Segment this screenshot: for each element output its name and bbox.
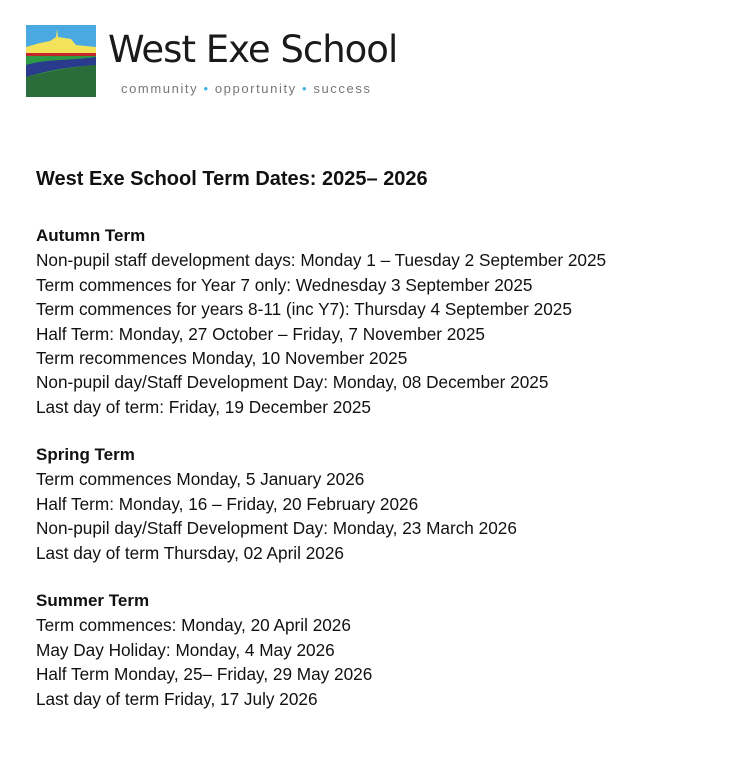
date-line: Last day of term Thursday, 02 April 2026 bbox=[36, 542, 344, 563]
tagline-word: success bbox=[313, 81, 372, 96]
date-line: Half Term: Monday, 27 October – Friday, 7 November 2025 bbox=[36, 323, 485, 344]
tagline-word: opportunity bbox=[214, 81, 297, 96]
school-logo bbox=[26, 25, 96, 97]
tagline-word: community bbox=[121, 81, 199, 96]
date-line: Non-pupil staff development days: Monday 1 – Tuesday 2 September 2025 bbox=[36, 250, 607, 271]
date-line: Term commences for years 8-11 (inc Y7): Thursday 4 September 2025 bbox=[36, 299, 572, 320]
date-line: May Day Holiday: Monday, 4 May 2026 bbox=[36, 639, 335, 660]
autumn-term-section bbox=[36, 224, 606, 419]
date-line: Half Term: Monday, 16 – Friday, 20 February 2026 bbox=[36, 493, 419, 514]
summer-term-section bbox=[36, 589, 372, 711]
date-line: Term commences for Year 7 only: Wednesday 3 September 2025 bbox=[36, 274, 533, 295]
section-heading: Summer Term bbox=[36, 591, 150, 610]
date-line: Non-pupil day/Staff Development Day: Monday, 08 December 2025 bbox=[36, 372, 549, 393]
section-heading: Spring Term bbox=[36, 445, 135, 464]
date-line: Term recommences Monday, 10 November 2025 bbox=[36, 348, 408, 369]
date-line: Term commences Monday, 5 January 2026 bbox=[36, 469, 365, 490]
date-line: Half Term Monday, 25– Friday, 29 May 2026 bbox=[36, 664, 373, 685]
section-heading: Autumn Term bbox=[36, 226, 146, 245]
page-title: West Exe School Term Dates: 2025– 2026 bbox=[36, 168, 428, 190]
date-line: Non-pupil day/Staff Development Day: Monday, 23 March 2026 bbox=[36, 518, 517, 539]
spring-term-section bbox=[36, 443, 517, 565]
school-name: West Exe School bbox=[108, 28, 398, 71]
date-line: Term commences: Monday, 20 April 2026 bbox=[36, 615, 351, 636]
date-line: Last day of term: Friday, 19 December 2025 bbox=[36, 396, 371, 417]
date-line: Last day of term Friday, 17 July 2026 bbox=[36, 688, 318, 709]
tagline: community • opportunity • success bbox=[121, 81, 372, 96]
